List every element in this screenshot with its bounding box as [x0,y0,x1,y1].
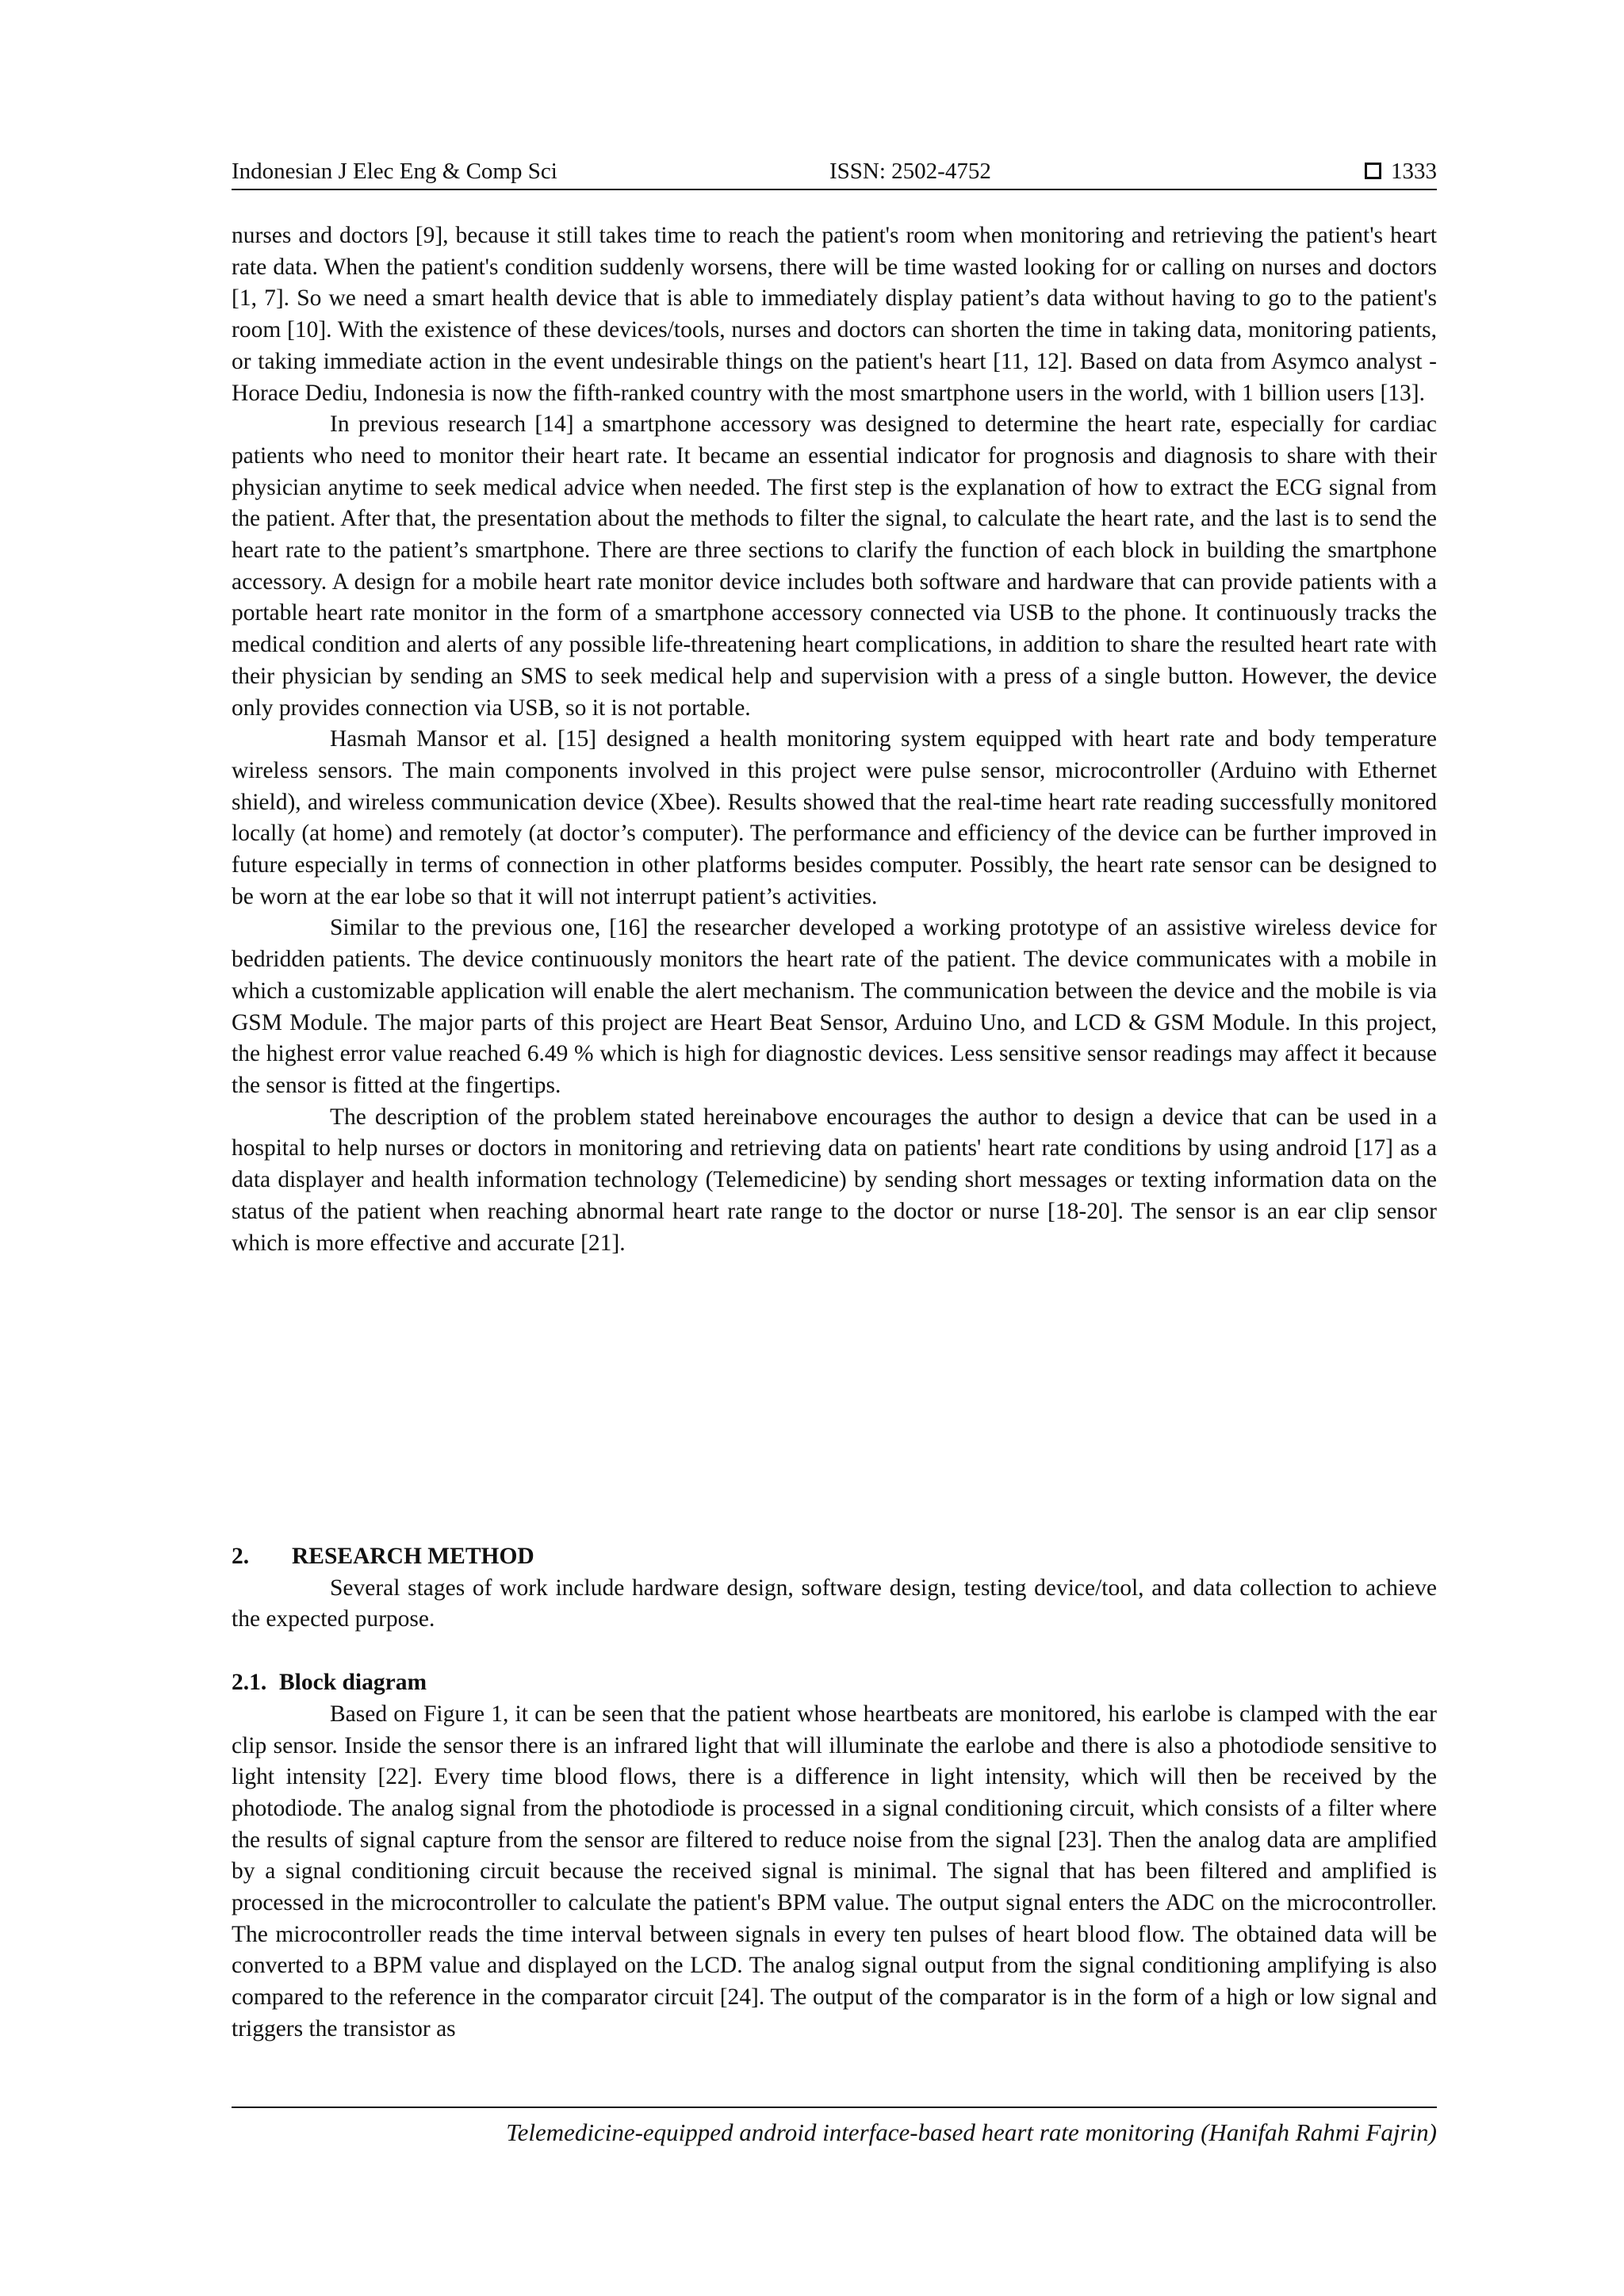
paragraph-5: The description of the problem stated hereinabove encourages the author to design a device that can be used in a hospital to help nurses or doctors in monitoring and retrieving data on patients' heart rate conditions by using android [17] as a data displayer and health information technology (Telemedicine) by sending short messages or texting information data on the status of the patient when reaching abnormal heart rate range to the doctor or nurse [18-20]. The sensor is an ear clip sensor which is more effective and accurate [21]. [232,1104,1437,1256]
section-title: RESEARCH METHOD [292,1544,534,1569]
section-intro: Several stages of work include hardware design, software design, testing device/tool, and data collection to achieve the expected purpose. [232,1575,1437,1632]
subsection-title: Block diagram [279,1670,427,1696]
subsection-number: 2.1. [232,1670,267,1696]
issn: ISSN: 2502-4752 [829,159,991,184]
page-number: 1333 [1391,159,1437,184]
paragraph-1: nurses and doctors [9], because it still takes time to reach the patient's room when monitoring and retrieving the patient's heart rate data. When the patient's condition suddenly worsens, there will be time wasted looking for or calling on nurses and doctors [1, 7]. So we need a smart health device that is able to immediately display patient’s data without having to go to the patient's room [10]. With the existence of these devices/tools, nurses and doctors can shorten the time in taking data, monitoring patients, or taking immediate action in the event undesirable things on the patient's heart [11, 12]. Based on data from Asymco analyst - Horace Dediu, Indonesia is now the fifth-ranked country with the most smartphone users in the world, with 1 billion users [13]. [232,223,1437,406]
subsection-text: Based on Figure 1, it can be seen that the patient whose heartbeats are monitored, his earlobe is clamped with the ear clip sensor. Inside the sensor there is an infrared light that will illuminate the earlobe and there is also a photodiode sensitive to light intensity [22]. Every time blood flows, there is a difference in light intensity, which will then be received by the photodiode. The analog signal from the photodiode is processed in a signal conditioning circuit, which consists of a filter where the results of signal capture from the sensor are filtered to reduce noise from the signal [23]. Then the analog data are amplified by a signal conditioning circuit because the received signal is minimal. The signal that has been filtered and amplified is processed in the microcontroller to calculate the patient's BPM value. The output signal enters the ADC on the microcontroller. The microcontroller reads the time interval between signals in every ten pulses of heart blood flow. The obtained data will be converted to a BPM value and displayed on the LCD. The analog signal output from the signal conditioning amplifying is also compared to the reference in the comparator circuit [24]. The output of the comparator is in the form of a high or low signal and triggers the transistor as [232,1701,1437,2042]
paragraph-4: Similar to the previous one, [16] the researcher developed a working prototype of an assistive wireless device for bedridden patients. The device continuously monitors the heart rate of the patient. The device communicates with a mobile in which a customizable application will enable the alert mechanism. The communication between the device and the mobile is via GSM Module. The major parts of this project are Heart Beat Sensor, Arduino Uno, and LCD & GSM Module. In this project, the highest error value reached 6.49 % which is high for diagnostic devices. Less sensitive sensor readings may affect it because the sensor is fitted at the fingertips. [232,915,1437,1098]
section-number: 2. [232,1544,250,1569]
body-text [232,220,1437,1259]
page-header [232,155,1437,187]
footer-divider [232,2107,1437,2108]
paragraph-3: Hasmah Mansor et al. [15] designed a health monitoring system equipped with heart rate and body temperature wireless sensors. The main components involved in this project were pulse sensor, microcontroller (Arduino with Ethernet shield), and wireless communication device (Xbee). Results showed that the real-time heart rate reading successfully monitored locally (at home) and remotely (at doctor’s computer). The performance and efficiency of the device can be further improved in future especially in terms of connection in other platforms besides computer. Possibly, the heart rate sensor can be designed to be worn at the ear lobe so that it will not interrupt patient’s activities. [232,726,1437,909]
paragraph-2: In previous research [14] a smartphone accessory was designed to determine the heart rate, especially for cardiac patients who need to monitor their heart rate. It became an essential indicator for prognosis and diagnosis to share with their physician anytime to seek medical advice when needed. The first step is the explanation of how to extract the ECG signal from the patient. After that, the presentation about the methods to filter the signal, to calculate the heart rate, and the last is to send the heart rate to the patient’s smartphone. There are three sections to clarify the function of each block in building the smartphone accessory. A design for a mobile heart rate monitor device includes both software and hardware that can provide patients with a portable heart rate monitor in the form of a smartphone accessory connected via USB to the phone. It continuously tracks the medical condition and alerts of any possible life-threatening heart complications, in addition to share the resulted heart rate with their physician by sending an SMS to seek medical help and supervision with a press of a single button. However, the device only provides connection via USB, so it is not portable. [232,411,1437,721]
subsection-heading [232,1667,1437,1699]
research-method-section [232,1541,1437,2045]
section-heading [232,1541,1437,1573]
header-divider [232,189,1437,190]
journal-name: Indonesian J Elec Eng & Comp Sci [232,159,557,184]
page-footer: Telemedicine-equipped android interface-based heart rate monitoring (Hanifah Rahmi Fajrin) [506,2118,1437,2146]
checkbox-square-icon [1365,163,1381,179]
